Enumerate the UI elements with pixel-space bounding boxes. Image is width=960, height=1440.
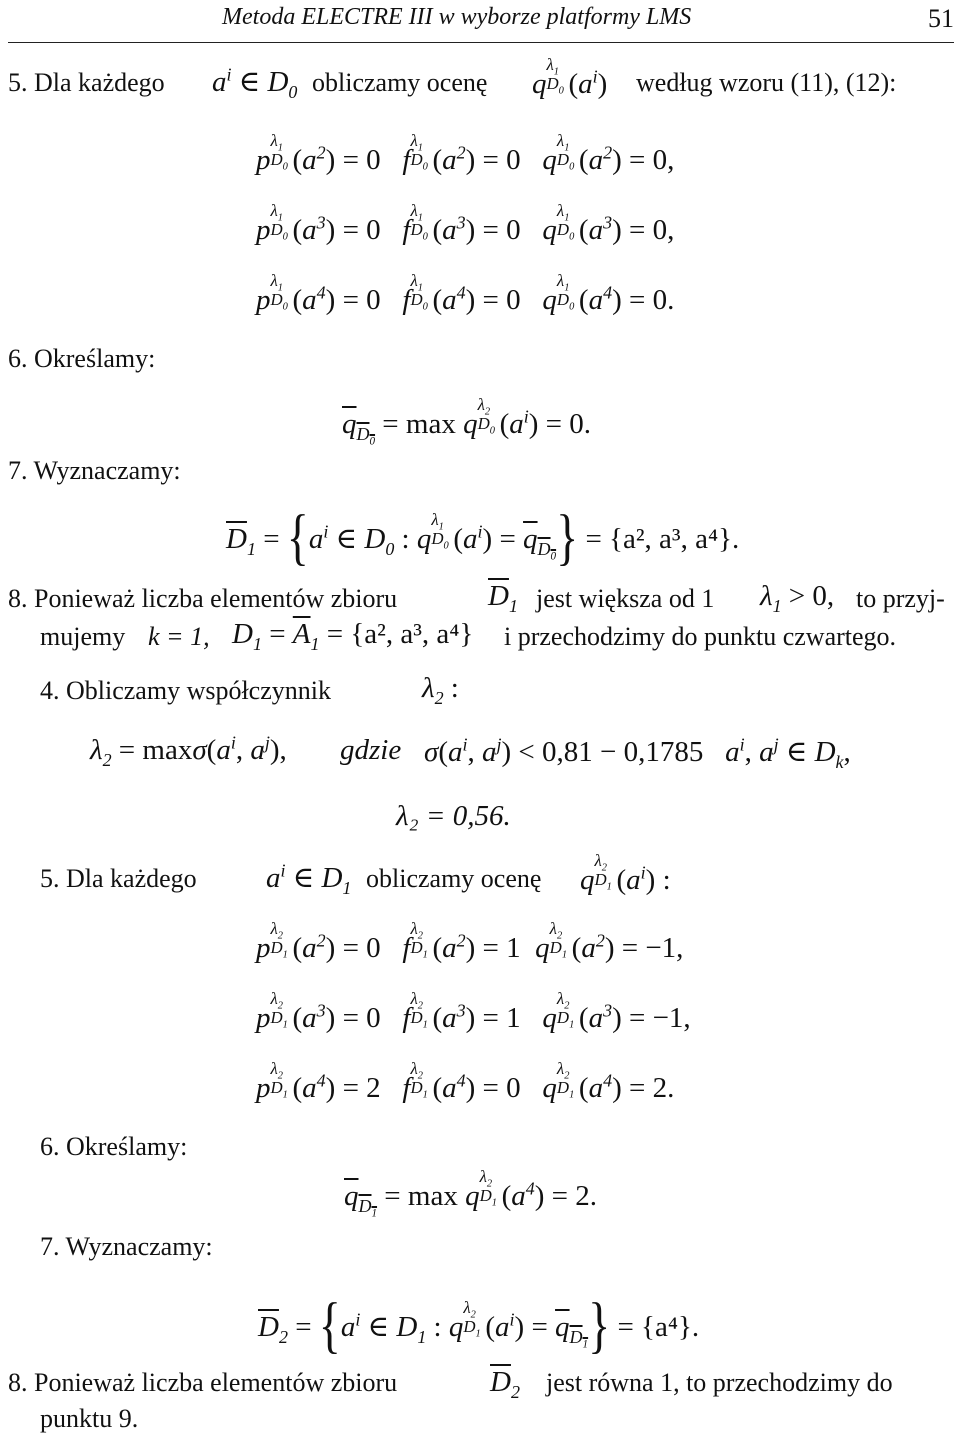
step-5a-set-expression: $a^i$ ∈ $D_0$ [212,64,298,102]
formula-row-a4: p $\lambda_1$ $D_0$ $(a^4) = 0$ f $\lambda_1$ $D_0$ $(a^4) = 0$ q $\lambda_1$ $D_0$ $(a^4) = 0$. [256,270,675,316]
step-5a-q-expression: q $\lambda_1$ $D_0$ $(a^i)$ [532,54,608,100]
step-7b-formula: $\overline{D}_2 = \{a^i$ ∈ $D_1$ : q $\lambda_2$ $D_1$ $(a^i) = q_{D_1}\} = \{a^4\}$. [258,1290,700,1359]
step-5a-end: według wzoru (11), (12): [636,68,897,97]
step-8b-line1-b: jest równa 1, to przechodzimy do [546,1368,893,1397]
formula-row-a3: p $\lambda_1$ $D_0$ $(a^3) = 0$ f $\lambda_1$ $D_0$ $(a^3) = 0$ q $\lambda_1$ $D_0$ $(a^3) = 0$, [256,200,675,246]
set-d1-repeat: {a², a³, a⁴} [350,618,474,650]
step-6b-formula: $q_{D_1} = \max q$ $\lambda_2$ $D_1$ $(a^4) = 2$. [344,1166,598,1220]
step-7b-label: 7. Wyznaczamy: [40,1232,213,1261]
formula-b-row-a3: p $\lambda_2$ $D_1$ $(a^3) = 0$ f $\lambda_2$ $D_1$ $(a^3) = 1$ q $\lambda_2$ $D_1$ $(a^3) = -1$, [256,988,691,1034]
step-6b-label: 6. Określamy: [40,1132,188,1161]
step-8b-line2: punktu 9. [40,1404,139,1433]
step-5a-mid: obliczamy ocenę [312,68,488,97]
step-7a-label: 7. Wyznaczamy: [8,456,181,485]
running-header-title: Metoda ELECTRE III w wyborze platformy LMS [222,4,692,30]
step-5b-q-expression: q $\lambda_2$ $D_1$ $(a^i)$ : [580,850,671,896]
step-8b-line1-a: 8. Ponieważ liczba elementów zbioru [8,1368,398,1397]
step-4-lambda2-def: $\lambda_2 = \max\sigma(a^i$, $a^j$), [90,732,287,770]
step-5b-set-expression: $a^i$ ∈ $D_1$ [266,860,352,898]
step-8a-line1-a: 8. Ponieważ liczba elementów zbioru [8,584,398,613]
max-q0-value: 0 [569,408,584,440]
sigma-bound: 0,81 − 0,1785 [542,736,704,768]
step-8a-line1-b: jest większa od 1 [536,584,715,613]
step-8a-k: k = 1, [148,622,210,651]
step-8a-lambda: $\lambda_1 > 0$, [760,580,835,616]
max-q1-value: 2 [575,1180,590,1212]
step-6a-label: 6. Określamy: [8,344,156,373]
header-rule [8,42,954,43]
step-8a-line2-a: mujemy [40,622,126,651]
formula-b-row-a4: p $\lambda_2$ $D_1$ $(a^4) = 2$ f $\lambda_2$ $D_1$ $(a^4) = 0$ q $\lambda_2$ $D_1$ $(a^4) = 2$. [256,1058,675,1104]
step-4-label: 4. Obliczamy współczynnik [40,676,331,705]
step-4-sigma-condition: $\sigma(a^i$, $a^j) < 0,81 - 0,1785$ $a^i$, $a^j$ ∈ $D_k$, [424,734,851,772]
step-8a-line2-b: i przechodzimy do punktu czwartego. [504,622,897,651]
gdzie-word: gdzie [340,734,402,766]
formula-row-a2: p $\lambda_1$ $D_0$ $(a^2) = 0$ f $\lambda_1$ $D_0$ $(a^2) = 0$ q $\lambda_1$ $D_0$ $(a^2) = 0$, [256,130,675,176]
set-d1: {a², a³, a⁴} [609,523,732,555]
lambda2-value: λ₂ = 0,56. [396,800,511,832]
step-6a-formula: $q_{D_0} = \max q$ $\lambda_2$ $D_0$ $(a^i) = 0$. [342,394,592,448]
step-5a-label: 5. Dla każdego [8,68,165,97]
step-8b-set-d2: $\overline{D}_2$ [490,1366,520,1402]
step-5b-label: 5. Dla każdego [40,864,197,893]
page-number: 51 [928,4,954,33]
step-5a-intro [8,68,165,98]
formula-b-row-a2: p $\lambda_2$ $D_1$ $(a^2) = 0$ f $\lambda_2$ $D_1$ $(a^2) = 1$ q $\lambda_2$ $D_1$ $(a^2) = -1$, [256,918,684,964]
step-5b-mid: obliczamy ocenę [366,864,542,893]
step-8a-line1-c: to przyj- [856,584,945,613]
step-7a-formula: $\overline{D}_1 = \{a^i$ ∈ $D_0$ : q $\lambda_1$ $D_0$ $(a^i) = q_{D_0}\} = \{a^2$, a³, a⁴}. [226,502,740,571]
step-8a-set-d1: $\overline{D}_1$ [488,580,518,616]
step-4-lambda2: $\lambda_2$ : [422,672,459,708]
step-8a-d1-eq: $D_1 = \overline{A}_1 = \{a^2$, a³, a⁴} [232,618,474,654]
set-d2: {a⁴} [641,1311,692,1343]
